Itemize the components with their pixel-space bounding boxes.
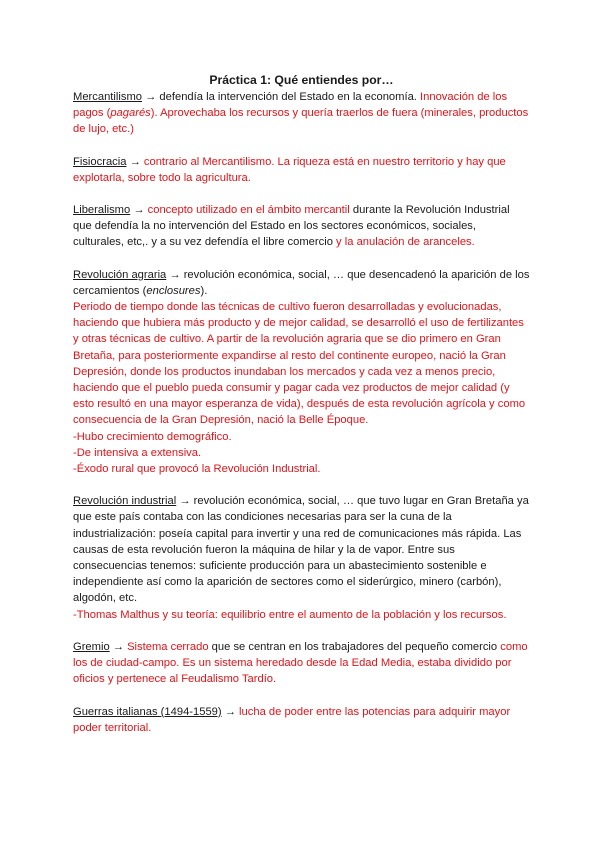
definition-text: ).: [200, 284, 208, 297]
entry-text: [73, 154, 530, 186]
term-gremio: Gremio: [73, 640, 110, 653]
annotation-text: concepto utilizado en el ámbito mercantil: [147, 204, 350, 217]
arrow: →: [166, 268, 184, 281]
arrow: →: [109, 640, 128, 653]
annotation-text: y la anulación de aranceles.: [332, 236, 475, 249]
annotation-paragraph: -Thomas Malthus y su teoría: equilibrio entre el aumento de la población y los recursos.: [73, 608, 507, 621]
entry-text: [73, 89, 530, 138]
entry-text: [73, 493, 530, 606]
entry-revolucion-agraria: [73, 267, 530, 478]
bullet-item: -Hubo crecimiento demográfico.: [73, 430, 232, 443]
entry-fisiocracia: [73, 154, 530, 186]
definition-text: defendía la intervención del Estado en la economía.: [159, 91, 421, 103]
entry-text: [73, 639, 530, 688]
annotation-text: Innovación de los pagos (: [73, 91, 508, 120]
entry-gremio: [73, 639, 530, 688]
definition-text: revolución económica, social, … que desencadenó la aparición de los cercamientos (: [73, 268, 530, 297]
arrow: →: [176, 495, 194, 508]
arrow: →: [126, 155, 144, 168]
term-revolucion-agraria: Revolución agraria: [73, 268, 167, 281]
annotation-text: lucha de poder entre las potencias para adquirir mayor poder territorial.: [73, 705, 511, 734]
entry-liberalismo: [73, 202, 530, 251]
annotation-text: contrario al Mercantilismo. La riqueza está en nuestro territorio y hay que explotarla, sobre todo la agricultura.: [73, 155, 506, 184]
annotation-text: Sistema cerrado: [127, 640, 209, 653]
arrow: →: [130, 204, 148, 217]
definition-italic: enclosures: [146, 284, 201, 297]
entry-text: [73, 202, 530, 251]
term-revolucion-industrial: Revolución industrial: [73, 495, 177, 508]
arrow: →: [221, 705, 240, 718]
entry-guerras-italianas: [73, 704, 530, 736]
term-fisiocracia: Fisiocracia: [73, 155, 127, 168]
annotation-paragraph: Periodo de tiempo donde las técnicas de cultivo fueron desarrolladas y evolucionadas, haciendo que hubiera más producto y de mejor calidad, se desarrolló el uso de fertilizantes y otras técnicas de cultivo. A partir de la revolución agraria que se dio primero en Gran Bretaña, para posteriormente expandirse al resto del continente europeo, nació la Gran Depresión, donde los productos inundaban los mercados y cada vez a menos precio, haciendo que el pueblo pueda consumir y pagar cada vez productos de mejor calidad (y esto resultó en una mayor esperanza de vida), después de esta revolución agrícola y como consecuencia de la Gran Depresión, nació la Belle Époque.: [73, 301, 526, 427]
entry-revolucion-industrial: [73, 493, 530, 623]
annotation-italic: pagarés: [110, 107, 151, 120]
bullet-item: -De intensiva a extensiva.: [73, 446, 202, 459]
entry-text: [73, 267, 530, 299]
definition-text: durante la Revolución Industrial que defendía la no intervención del Estado en los sectores económicos, sociales, culturales, etc,. y a su vez defendía el libre comercio: [73, 204, 510, 249]
page-title: Práctica 1: Qué entiendes por…: [209, 73, 394, 87]
definition-text: revolución económica, social, … que tuvo lugar en Gran Bretaña ya que este país contaba con las condiciones necesarias para ser la cuna de la industrialización: poseía capital para invertir y una red de comunicaciones más rápida. Las causas de esta revolución fueron la máquina de hilar y la de vapor. Entre sus consecuencias tenemos: suficiente producción para un abastecimiento sostenible e independiente así como la aparición de sectores como el siderúrgico, minero (carbón), algodón, etc.: [73, 495, 529, 605]
annotation-text: como los de ciudad-campo. Es un sistema heredado desde la Edad Media, estaba dividido por oficios y pertenece al Feudalismo Tardío.: [73, 640, 528, 686]
entry-mercantilismo: [73, 89, 530, 138]
entry-text: [73, 704, 530, 736]
definition-text: que se centran en los trabajadores del pequeño comercio: [208, 640, 501, 653]
term-mercantilismo: Mercantilismo: [73, 91, 143, 103]
term-guerras-italianas: Guerras italianas (1494-1559): [73, 705, 222, 718]
bullet-item: -Éxodo rural que provocó la Revolución Industrial.: [73, 463, 321, 476]
arrow: →: [142, 91, 160, 103]
term-liberalismo: Liberalismo: [73, 204, 131, 217]
annotation-text: ). Aprovechaba los recursos y quería traerlos de fuera (minerales, productos de lujo, etc.): [73, 107, 529, 136]
